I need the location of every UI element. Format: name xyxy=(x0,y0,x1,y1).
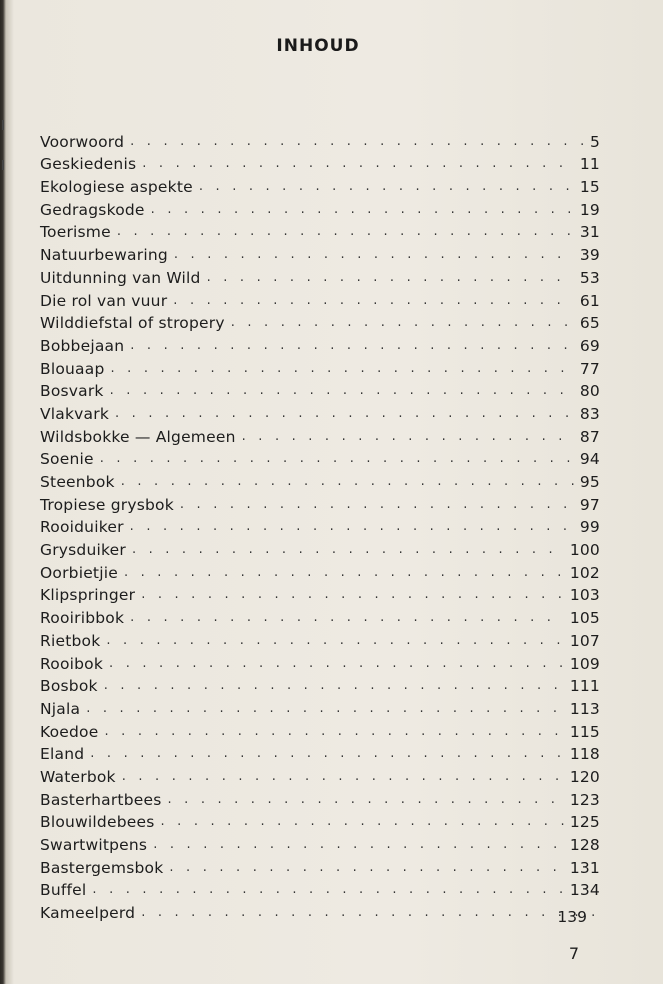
toc-entry xyxy=(40,446,600,469)
toc-entry-title: Vlakvark xyxy=(40,404,110,423)
toc-entry xyxy=(40,877,600,900)
toc-entry-page: 83 xyxy=(579,404,600,423)
toc-entry-title: Rooiduiker xyxy=(40,518,124,537)
toc-entry-title: Eland xyxy=(40,745,85,764)
toc-entry-page: 109 xyxy=(569,654,600,673)
dot-leader xyxy=(122,768,564,786)
toc-entry-page: 128 xyxy=(569,836,600,854)
toc-entry xyxy=(40,582,600,605)
toc-entry xyxy=(40,173,600,196)
toc-entry-title: Bastergemsbok xyxy=(40,858,164,877)
trailing-page-number: 139 xyxy=(557,908,587,926)
toc-entry-page: 94 xyxy=(579,450,600,469)
dot-leader xyxy=(86,700,564,718)
toc-entry-page: 31 xyxy=(579,223,600,242)
toc-entry-title: Basterhartbees xyxy=(40,790,162,809)
toc-entry xyxy=(40,809,600,832)
toc-entry-title: Ekologiese aspekte xyxy=(40,178,193,197)
toc-entry xyxy=(40,264,600,287)
toc-entry xyxy=(40,673,600,696)
gutter-mark xyxy=(2,160,4,170)
toc-entry-title: Soenie xyxy=(40,450,94,469)
toc-entry-title: Tropiese grysbok xyxy=(40,495,174,514)
toc-entry-title: Uitdunning van Wild xyxy=(40,268,201,287)
toc-entry xyxy=(40,423,600,446)
dot-leader xyxy=(115,405,574,423)
dot-leader xyxy=(199,178,574,196)
dot-leader xyxy=(104,723,563,741)
toc-entry xyxy=(40,310,600,333)
toc-entry xyxy=(40,219,600,242)
toc-entry xyxy=(40,196,600,219)
dot-leader xyxy=(130,609,564,627)
toc-entry xyxy=(40,128,600,151)
toc-entry-page: 134 xyxy=(569,881,600,900)
toc-entry xyxy=(40,559,600,582)
toc-entry-page: 87 xyxy=(579,427,600,446)
toc-entry-title: Kameelperd xyxy=(40,904,136,923)
dot-leader xyxy=(151,201,574,219)
toc-entry-page: 125 xyxy=(569,813,600,832)
toc-entry-page: 118 xyxy=(569,745,600,764)
toc-entry-title: Njala xyxy=(40,699,81,718)
toc-entry-title: Bosbok xyxy=(40,677,98,696)
toc-entry-page: 103 xyxy=(569,586,600,605)
toc-entry xyxy=(40,899,600,922)
toc-entry-title: Die rol van vuur xyxy=(40,291,168,310)
toc-entry-page: 65 xyxy=(579,314,600,333)
toc-entry-title: Voorwoord xyxy=(40,132,125,151)
dot-leader xyxy=(121,473,574,491)
toc-entry xyxy=(40,604,600,627)
toc-entry xyxy=(40,332,600,355)
dot-leader xyxy=(141,904,594,922)
toc-entry-title: Swartwitpens xyxy=(40,836,148,854)
toc-entry-page: 39 xyxy=(579,246,600,265)
toc-entry xyxy=(40,786,600,809)
toc-entry-page: 102 xyxy=(569,563,600,582)
toc-entry-page: 80 xyxy=(579,382,600,401)
toc-entry-title: Wilddiefstal of stropery xyxy=(40,314,225,333)
dot-leader xyxy=(109,655,564,673)
toc-entry-page: 115 xyxy=(569,722,600,741)
dot-leader xyxy=(207,269,574,287)
toc-entry xyxy=(40,536,600,559)
toc-entry-title: Gedragskode xyxy=(40,200,145,219)
folio-page-number: 7 xyxy=(568,944,579,963)
dot-leader xyxy=(130,337,574,355)
toc-entry-title: Wildsbokke — Algemeen xyxy=(40,427,236,446)
dot-leader xyxy=(242,428,574,446)
dot-leader xyxy=(161,813,564,831)
dot-leader xyxy=(180,496,574,514)
toc-entry-title: Geskiedenis xyxy=(40,155,137,174)
toc-entry-page: 131 xyxy=(569,858,600,877)
gutter-mark xyxy=(2,120,4,130)
toc-entry-page: 97 xyxy=(579,495,600,514)
toc-entry-title: Grysduiker xyxy=(40,541,126,560)
toc-entry-page: 113 xyxy=(569,699,600,718)
toc-entry-title: Rooiribbok xyxy=(40,609,125,628)
toc-entry-title: Steenbok xyxy=(40,473,115,491)
toc-entry-title: Klipspringer xyxy=(40,586,136,605)
toc-entry-page: 95 xyxy=(579,473,600,491)
toc-entry xyxy=(40,695,600,718)
toc-entry-title: Blouaap xyxy=(40,359,105,378)
toc-entry xyxy=(40,627,600,650)
toc-entry-page: 111 xyxy=(569,677,600,696)
toc-entry xyxy=(40,741,600,764)
toc-entry-title: Bobbejaan xyxy=(40,336,125,355)
toc-entry-title: Buffel xyxy=(40,881,87,900)
dot-leader xyxy=(92,881,563,899)
toc-entry-page: 53 xyxy=(579,268,600,287)
toc-entry xyxy=(40,151,600,174)
toc-entry-title: Waterbok xyxy=(40,767,116,786)
toc-entry-page: 77 xyxy=(579,359,600,378)
toc-entry-title: Rietbok xyxy=(40,631,101,650)
toc-entry-title: Oorbietjie xyxy=(40,563,118,582)
dot-leader xyxy=(110,382,574,400)
toc-entry-page: 99 xyxy=(579,518,600,537)
dot-leader xyxy=(130,518,574,536)
dot-leader xyxy=(104,677,564,695)
dot-leader xyxy=(110,360,573,378)
toc-entry-title: Koedoe xyxy=(40,722,99,741)
dot-leader xyxy=(173,292,574,310)
toc-entry xyxy=(40,831,600,854)
dot-leader xyxy=(132,541,564,559)
toc-entry-page: 120 xyxy=(569,767,600,786)
toc-entry xyxy=(40,355,600,378)
dot-leader xyxy=(167,791,563,809)
toc-entry xyxy=(40,514,600,537)
toc-entry xyxy=(40,854,600,877)
dot-leader xyxy=(231,314,574,332)
toc-entry-page: 61 xyxy=(579,291,600,310)
dot-leader xyxy=(153,836,564,854)
dot-leader xyxy=(130,133,584,151)
toc-entry-page: 69 xyxy=(579,336,600,355)
page-heading: INHOUD xyxy=(276,36,360,56)
toc-entry-page: 19 xyxy=(579,200,600,219)
dot-leader xyxy=(169,859,563,877)
toc-entry-page: 11 xyxy=(579,155,600,174)
toc-entry xyxy=(40,378,600,401)
dot-leader xyxy=(117,223,574,241)
toc-entry-page: 107 xyxy=(569,631,600,650)
dot-leader xyxy=(174,246,574,264)
toc-entry-page: 105 xyxy=(569,609,600,628)
toc-entry xyxy=(40,491,600,514)
toc-entry-page: 5 xyxy=(589,132,600,151)
toc-entry-page: 15 xyxy=(579,178,600,197)
dot-leader xyxy=(90,745,564,763)
dot-leader xyxy=(142,155,574,173)
toc-entry-title: Blouwildebees xyxy=(40,813,155,832)
dot-leader xyxy=(106,632,563,650)
toc-entry xyxy=(40,468,600,491)
toc-entry-title: Natuurbewaring xyxy=(40,246,168,265)
toc-entry-page: 123 xyxy=(569,790,600,809)
dot-leader xyxy=(141,586,564,604)
dot-leader xyxy=(124,564,564,582)
table-of-contents xyxy=(40,128,600,922)
toc-entry-page: 100 xyxy=(569,541,600,560)
dot-leader xyxy=(100,450,574,468)
toc-entry xyxy=(40,718,600,741)
toc-entry-title: Bosvark xyxy=(40,382,104,401)
toc-entry xyxy=(40,400,600,423)
toc-entry xyxy=(40,287,600,310)
toc-entry xyxy=(40,650,600,673)
toc-entry-title: Rooibok xyxy=(40,654,104,673)
toc-entry xyxy=(40,241,600,264)
toc-entry-title: Toerisme xyxy=(40,223,111,242)
toc-entry xyxy=(40,763,600,786)
